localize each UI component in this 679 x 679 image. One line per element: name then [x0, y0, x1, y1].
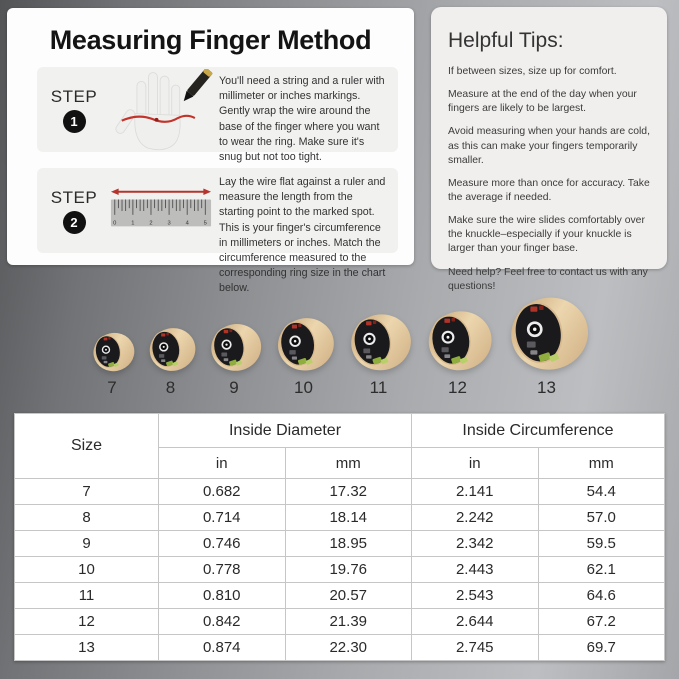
- cell-value: 57.0: [538, 505, 665, 531]
- cell-value: 0.682: [159, 479, 286, 505]
- cell-value: 18.14: [285, 505, 412, 531]
- tip-item: Measure more than once for accuracy. Take the average if needed.: [448, 177, 650, 203]
- cell-value: 0.874: [159, 635, 286, 661]
- step-2-number-badge: 2: [63, 211, 86, 234]
- ring-image: [206, 323, 263, 373]
- cell-value: 2.644: [412, 609, 539, 635]
- cell-size: 12: [15, 609, 159, 635]
- cell-size: 13: [15, 635, 159, 661]
- table-row: [15, 609, 665, 635]
- table-row: [15, 505, 665, 531]
- table-row: [15, 635, 665, 661]
- step-1-text: You'll need a string and a ruler with millimeter or inches markings. Gently wrap the wire around the base of the finger where you want to wear the ring. Make sure it's snug but not too tight.: [219, 75, 385, 163]
- group-header: Inside Circumference: [412, 414, 665, 448]
- cell-value: 22.30: [285, 635, 412, 661]
- ring-image: [145, 327, 197, 373]
- cell-value: 59.5: [538, 531, 665, 557]
- step-2-text: Lay the wire flat against a ruler and measure the length from the starting point to the marked spot. This is your finger's circumference in millimeters or inches. Match the circumference measured to the corresponding ring size in the chart below.: [219, 176, 386, 295]
- table-row: [15, 557, 665, 583]
- cell-value: 20.57: [285, 583, 412, 609]
- svg-text:5: 5: [203, 219, 207, 226]
- cell-size: 10: [15, 557, 159, 583]
- ring-size-11: [345, 313, 413, 398]
- ring-size-label: 12: [448, 378, 467, 397]
- tip-item: Make sure the wire slides comfortably over the knuckle–especially if your knuckle is larger than your finger base.: [448, 215, 645, 255]
- svg-text:3: 3: [167, 219, 171, 226]
- marker-pen-icon: [180, 69, 213, 104]
- size-chart-body: [15, 479, 665, 661]
- ring-size-10: [272, 317, 336, 398]
- cell-size: 8: [15, 505, 159, 531]
- column-header-size: Size: [15, 414, 159, 479]
- ring-size-12: [422, 310, 494, 398]
- tip-item: Need help? Feel free to contact us with any questions!: [448, 266, 648, 292]
- tips-list: [448, 65, 652, 294]
- cell-value: 54.4: [538, 479, 665, 505]
- ring-image: [272, 317, 336, 373]
- table-row: [15, 531, 665, 557]
- cell-size: 7: [15, 479, 159, 505]
- ring-size-label: 9: [229, 378, 239, 397]
- method-title: Measuring Finger Method: [49, 25, 372, 55]
- cell-value: 67.2: [538, 609, 665, 635]
- cell-value: 2.342: [412, 531, 539, 557]
- cell-value: 0.746: [159, 531, 286, 557]
- unit-header: mm: [538, 448, 665, 479]
- measuring-method-card: [7, 8, 414, 295]
- tip-item: If between sizes, size up for comfort.: [448, 66, 617, 77]
- step-word: STEP: [50, 86, 98, 106]
- unit-header: in: [159, 448, 286, 479]
- cell-value: 2.543: [412, 583, 539, 609]
- ring-size-label: 10: [294, 378, 313, 397]
- svg-text:4: 4: [185, 219, 189, 226]
- ring-image: [503, 296, 591, 373]
- ruler-measure-icon: [109, 185, 213, 237]
- ring-image: [89, 332, 136, 373]
- group-header: Inside Diameter: [159, 414, 412, 448]
- unit-header: in: [412, 448, 539, 479]
- table-row: [15, 479, 665, 505]
- ring-size-9: [206, 323, 263, 398]
- cell-value: 21.39: [285, 609, 412, 635]
- table-row: [15, 583, 665, 609]
- step-2-label: [37, 168, 105, 253]
- cell-value: 64.6: [538, 583, 665, 609]
- ring-size-13: [503, 296, 591, 398]
- tips-title: Helpful Tips:: [448, 29, 564, 52]
- ring-image: [422, 310, 494, 373]
- step-word: STEP: [50, 187, 98, 207]
- ruler-illustration: [105, 168, 217, 253]
- cell-value: 19.76: [285, 557, 412, 583]
- cell-value: 2.745: [412, 635, 539, 661]
- svg-text:0: 0: [113, 219, 117, 226]
- cell-value: 18.95: [285, 531, 412, 557]
- cell-size: 11: [15, 583, 159, 609]
- tip-item: Measure at the end of the day when your fingers are likely to be largest.: [448, 89, 637, 115]
- ring-size-row: [0, 278, 679, 398]
- step-1-number-badge: 1: [63, 110, 86, 133]
- cell-value: 0.714: [159, 505, 286, 531]
- cell-value: 69.7: [538, 635, 665, 661]
- step-2-panel: [37, 168, 398, 295]
- unit-header: mm: [285, 448, 412, 479]
- svg-text:1: 1: [131, 219, 135, 226]
- ring-size-label: 13: [537, 378, 556, 397]
- cell-value: 0.810: [159, 583, 286, 609]
- tip-item: Avoid measuring when your hands are cold, as this can make your fingers temporarily smaller.: [448, 126, 650, 166]
- step-1-panel: [37, 67, 398, 163]
- ring-size-label: 11: [369, 378, 388, 397]
- svg-text:2: 2: [149, 219, 153, 226]
- cell-value: 2.141: [412, 479, 539, 505]
- ring-size-label: 8: [165, 378, 176, 397]
- hand-string-marker-icon: [106, 69, 216, 151]
- hand-illustration: [105, 67, 217, 152]
- cell-size: 9: [15, 531, 159, 557]
- size-chart-table: [14, 413, 665, 661]
- cell-value: 0.842: [159, 609, 286, 635]
- cell-value: 2.443: [412, 557, 539, 583]
- ring-size-label: 7: [107, 378, 117, 397]
- ring-image: [345, 313, 413, 373]
- size-chart-header: [15, 414, 665, 479]
- step-1-label: [37, 67, 105, 152]
- cell-value: 62.1: [538, 557, 665, 583]
- ring-size-8: [145, 327, 197, 398]
- cell-value: 17.32: [285, 479, 412, 505]
- cell-value: 2.242: [412, 505, 539, 531]
- cell-value: 0.778: [159, 557, 286, 583]
- ring-size-7: [89, 332, 136, 398]
- helpful-tips-card: [431, 7, 667, 292]
